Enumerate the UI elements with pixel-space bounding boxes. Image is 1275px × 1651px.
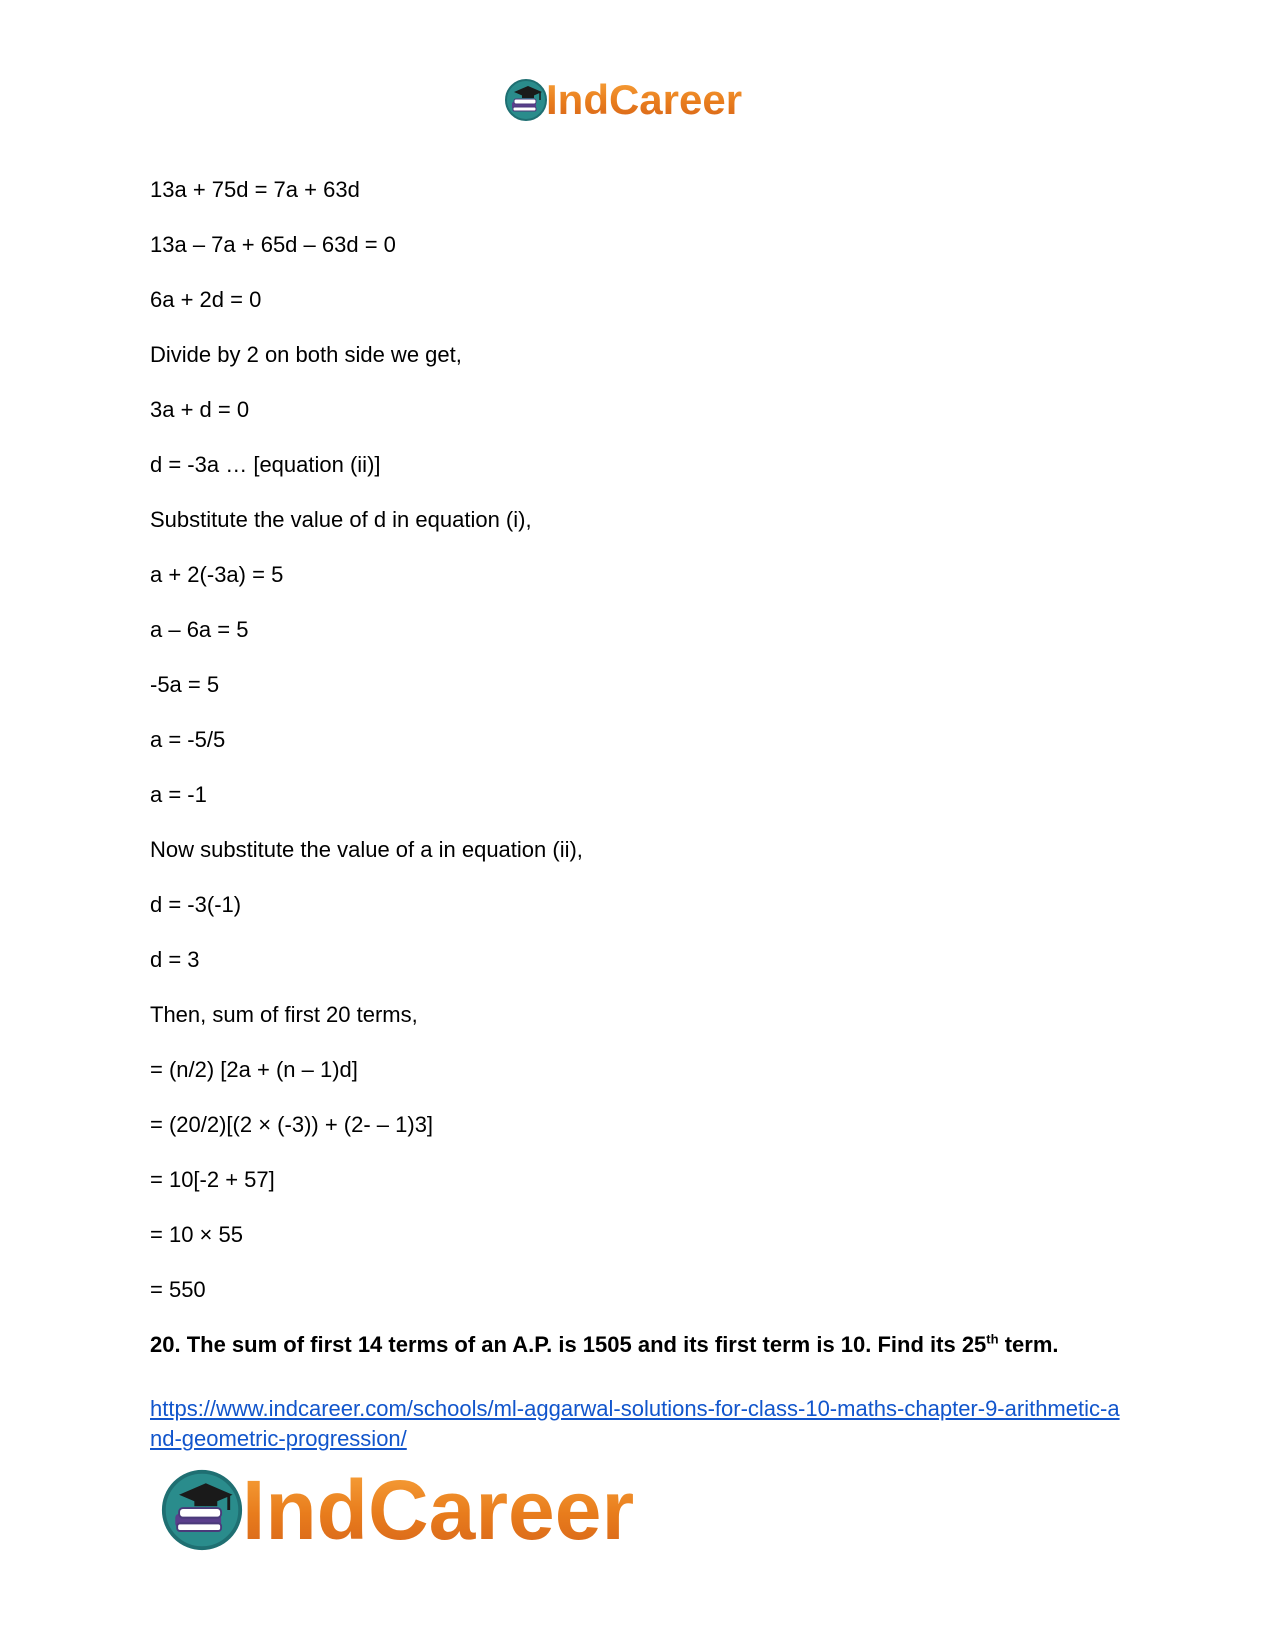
question-superscript: th	[986, 1331, 999, 1347]
solution-line: Divide by 2 on both side we get,	[150, 342, 462, 367]
question-text-end: term.	[998, 1332, 1059, 1357]
header-logo	[504, 78, 742, 122]
source-link[interactable]: https://www.indcareer.com/schools/ml-aggarwal-solutions-for-class-10-maths-chapter-9-arithmetic-and-geometric-progression/	[150, 1396, 1120, 1451]
solution-line: d = -3a … [equation (ii)]	[150, 452, 381, 477]
solution-line: Substitute the value of d in equation (i),	[150, 507, 532, 532]
solution-content	[150, 176, 1130, 1359]
header-logo-text: IndCareer	[546, 76, 743, 123]
question-text: 20. The sum of first 14 terms of an A.P. is 1505 and its first term is 10. Find its 25	[150, 1332, 987, 1357]
solution-line: = 10 × 55	[150, 1222, 243, 1247]
solution-line: d = 3	[150, 947, 200, 972]
question-heading	[150, 1331, 1130, 1359]
solution-line: = (20/2)[(2 × (-3)) + (2- – 1)3]	[150, 1112, 434, 1137]
solution-line: -5a = 5	[150, 672, 220, 697]
solution-line: = (n/2) [2a + (n – 1)d]	[150, 1057, 358, 1082]
solution-line: = 550	[150, 1277, 206, 1302]
solution-line: a = -5/5	[150, 727, 226, 752]
footer-logo	[160, 1463, 635, 1557]
solution-line: Now substitute the value of a in equation (ii),	[150, 837, 583, 862]
solution-line: a – 6a = 5	[150, 617, 249, 642]
solution-line: a + 2(-3a) = 5	[150, 562, 284, 587]
solution-line: 13a – 7a + 65d – 63d = 0	[150, 232, 396, 257]
graduation-book-icon	[160, 1468, 244, 1552]
footer-logo-text: IndCareer	[242, 1463, 635, 1557]
solution-line: = 10[-2 + 57]	[150, 1167, 275, 1192]
solution-line: 3a + d = 0	[150, 397, 250, 422]
solution-line: a = -1	[150, 782, 207, 807]
solution-line: 6a + 2d = 0	[150, 287, 262, 312]
solution-line: Then, sum of first 20 terms,	[150, 1002, 418, 1027]
graduation-book-icon	[504, 78, 548, 122]
solution-line: d = -3(-1)	[150, 892, 242, 917]
solution-line: 13a + 75d = 7a + 63d	[150, 177, 360, 202]
